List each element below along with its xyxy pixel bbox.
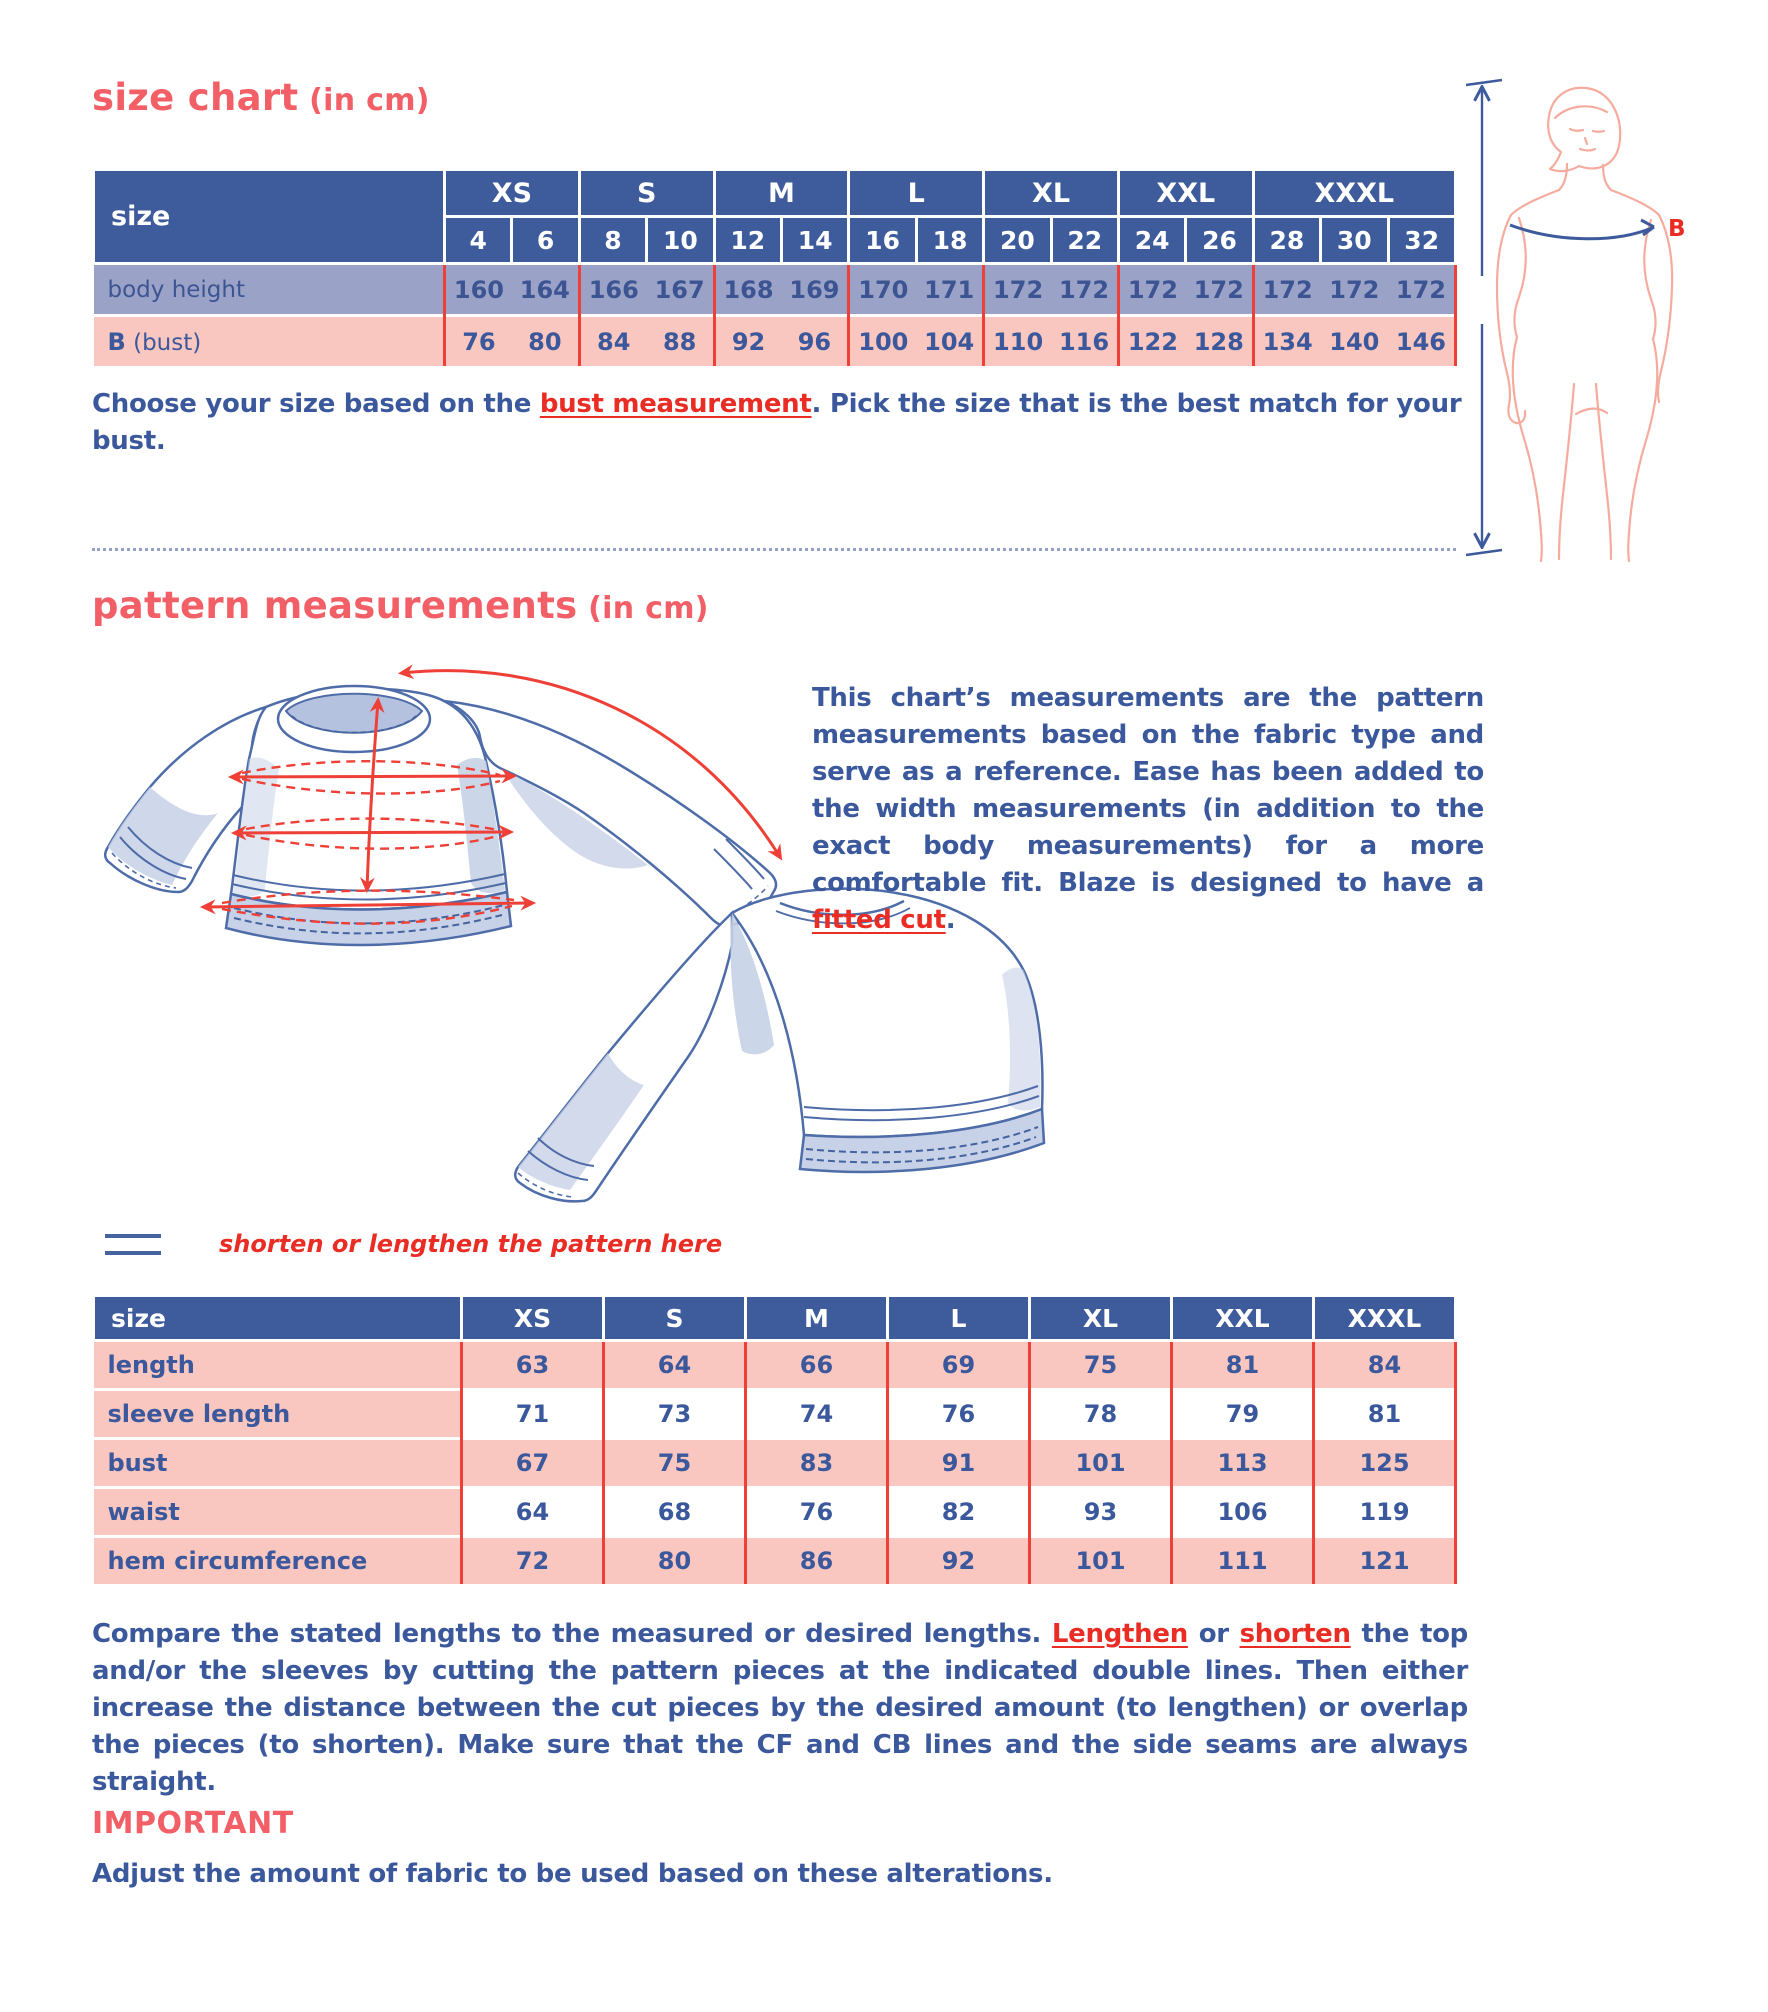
measurement-cell: 64	[604, 1341, 746, 1390]
measurement-cell: 72	[462, 1537, 604, 1585]
size-chart-cell: 169	[781, 264, 848, 316]
pattern-measurements-paragraph	[812, 680, 1484, 939]
size-group-header: XXL	[1118, 170, 1253, 217]
measurement-cell: 106	[1172, 1488, 1314, 1537]
measurement-cell: 92	[888, 1537, 1030, 1585]
pattern-table-row	[94, 1439, 1456, 1488]
pattern-measurements-table	[92, 1294, 1457, 1584]
body-height-arrow	[1466, 80, 1502, 555]
row-label: B (bust)	[94, 316, 445, 367]
measurement-cell: 66	[746, 1341, 888, 1390]
pattern-measurements-heading	[92, 584, 709, 627]
bust-measure-line	[1510, 220, 1654, 239]
size-chart-heading	[92, 76, 430, 119]
size-chart-cell: 172	[1388, 264, 1455, 316]
size-note-text-before: Choose your size based on the	[92, 389, 540, 419]
size-chart-cell: 172	[984, 264, 1051, 316]
bust-measurement-link[interactable]: bust measurement	[539, 389, 812, 419]
measurement-cell: 64	[462, 1488, 604, 1537]
size-group-header: XS	[445, 170, 580, 217]
size-number-header: 14	[781, 217, 848, 264]
size-chart-cell: 168	[714, 264, 781, 316]
lengthen-link[interactable]: Lengthen	[1051, 1619, 1188, 1649]
pattern-heading-text: pattern measurements	[92, 584, 578, 627]
size-chart-cell: 134	[1253, 316, 1320, 367]
bust-arrow	[232, 776, 513, 777]
size-chart-cell: 160	[445, 264, 512, 316]
pattern-table-corner-label: size	[94, 1296, 462, 1341]
size-number-header: 32	[1388, 217, 1455, 264]
measurement-cell: 86	[746, 1537, 888, 1585]
measurement-cell: 79	[1172, 1390, 1314, 1439]
size-group-header: XL	[984, 170, 1119, 217]
measurement-cell: 101	[1030, 1537, 1172, 1585]
size-chart-cell: 172	[1186, 264, 1253, 316]
measurement-cell: 71	[462, 1390, 604, 1439]
row-label: body height	[94, 264, 445, 316]
size-number-header: 8	[579, 217, 646, 264]
alteration-paragraph	[92, 1616, 1468, 1801]
measurement-cell: 69	[888, 1341, 1030, 1390]
size-group-header-row	[94, 170, 1456, 217]
size-number-header: 6	[512, 217, 579, 264]
pattern-size-header: XXXL	[1314, 1296, 1456, 1341]
size-chart-cell: 128	[1186, 316, 1253, 367]
size-chart-cell: 92	[714, 316, 781, 367]
measurement-cell: 125	[1314, 1439, 1456, 1488]
measurement-cell: 68	[604, 1488, 746, 1537]
measurement-cell: 84	[1314, 1341, 1456, 1390]
size-chart-cell: 84	[579, 316, 646, 367]
size-number-header: 24	[1118, 217, 1185, 264]
size-chart-cell: 122	[1118, 316, 1185, 367]
size-number-header: 18	[916, 217, 983, 264]
size-chart-cell: 140	[1321, 316, 1388, 367]
size-note-text-after: . Pick the size that is the best match for your bust.	[92, 389, 1462, 456]
measurement-cell: 119	[1314, 1488, 1456, 1537]
measurement-cell: 83	[746, 1439, 888, 1488]
garment-front-view	[105, 671, 780, 945]
alteration-text-2: or	[1187, 1619, 1240, 1649]
size-chart-cell: 171	[916, 264, 983, 316]
measurement-cell: 76	[888, 1390, 1030, 1439]
size-chart-cell: 172	[1051, 264, 1118, 316]
pattern-table-row	[94, 1537, 1456, 1585]
measurement-cell: 101	[1030, 1439, 1172, 1488]
pattern-table-row	[94, 1488, 1456, 1537]
measurement-cell: 75	[604, 1439, 746, 1488]
waist-arrow	[235, 832, 510, 833]
measurement-cell: 111	[1172, 1537, 1314, 1585]
size-group-header: M	[714, 170, 849, 217]
measurement-cell: 80	[604, 1537, 746, 1585]
size-number-header: 10	[647, 217, 714, 264]
shorten-link[interactable]: shorten	[1239, 1619, 1351, 1649]
size-note	[92, 386, 1472, 460]
measurement-cell: 74	[746, 1390, 888, 1439]
measurement-cell: 75	[1030, 1341, 1172, 1390]
size-number-header: 22	[1051, 217, 1118, 264]
measurement-cell: 73	[604, 1390, 746, 1439]
alteration-text-3: the top and/or the sleeves by cutting the pattern pieces at the indicated double lines. Then either increase the distance between the cut pieces by the desired amount (to lengthen) or overlap the pieces (to shorten). Make sure that the CF and CB lines and the side seams are always straight.	[92, 1619, 1468, 1797]
size-chart-cell: 76	[445, 316, 512, 367]
size-number-header: 16	[849, 217, 916, 264]
size-chart-heading-unit: (in cm)	[298, 83, 430, 118]
size-chart-cell: 116	[1051, 316, 1118, 367]
size-chart-row	[94, 264, 1456, 316]
size-chart-cell: 164	[512, 264, 579, 316]
size-number-header: 26	[1186, 217, 1253, 264]
size-chart-cell: 80	[512, 316, 579, 367]
size-chart-cell: 170	[849, 264, 916, 316]
pattern-size-header: XL	[1030, 1296, 1172, 1341]
size-chart-row	[94, 316, 1456, 367]
section-divider	[92, 548, 1456, 551]
measurement-cell: 113	[1172, 1439, 1314, 1488]
size-number-header: 20	[984, 217, 1051, 264]
measurement-cell: 93	[1030, 1488, 1172, 1537]
measurement-cell: 76	[746, 1488, 888, 1537]
pattern-table-header-row	[94, 1296, 1456, 1341]
pattern-heading-unit: (in cm)	[577, 591, 709, 626]
pattern-paragraph-text-end: .	[945, 905, 956, 935]
size-number-header: 28	[1253, 217, 1320, 264]
pattern-paragraph-text: This chart’s measurements are the pattern measurements based on the fabric type and serve as a reference. Ease has been added to the width measurements (in addition to the exact body measurements) for a more comfortable fit. Blaze is designed to have a	[812, 683, 1484, 898]
pattern-table-row	[94, 1390, 1456, 1439]
size-chart-cell: 166	[579, 264, 646, 316]
pattern-size-header: S	[604, 1296, 746, 1341]
size-chart-cell: 172	[1321, 264, 1388, 316]
size-chart-cell: 100	[849, 316, 916, 367]
size-group-header: XXXL	[1253, 170, 1455, 217]
measurement-label: hem circumference	[94, 1537, 462, 1585]
measurement-cell: 121	[1314, 1537, 1456, 1585]
pattern-size-header: XS	[462, 1296, 604, 1341]
legend-text: shorten or lengthen the pattern here	[219, 1230, 723, 1258]
measurement-cell: 67	[462, 1439, 604, 1488]
size-number-header: 12	[714, 217, 781, 264]
measurement-cell: 81	[1314, 1390, 1456, 1439]
measurement-cell: 82	[888, 1488, 1030, 1537]
woman-figure	[1497, 88, 1672, 561]
size-chart-heading-text: size chart	[92, 76, 299, 119]
bust-label: B	[1668, 216, 1686, 242]
size-chart-cell: 110	[984, 316, 1051, 367]
measurement-cell: 81	[1172, 1341, 1314, 1390]
size-chart-cell: 167	[647, 264, 714, 316]
measurement-label: waist	[94, 1488, 462, 1537]
body-figure-illustration	[1458, 76, 1758, 566]
pattern-size-header: M	[746, 1296, 888, 1341]
fitted-cut-link[interactable]: fitted cut	[812, 905, 946, 935]
size-number-header: 4	[445, 217, 512, 264]
size-chart-cell: 96	[781, 316, 848, 367]
size-chart-cell: 172	[1118, 264, 1185, 316]
pattern-size-header: XXL	[1172, 1296, 1314, 1341]
measurement-cell: 78	[1030, 1390, 1172, 1439]
size-chart-cell: 146	[1388, 316, 1455, 367]
measurement-label: length	[94, 1341, 462, 1390]
size-chart-cell: 88	[647, 316, 714, 367]
measurement-cell: 63	[462, 1341, 604, 1390]
important-text: Adjust the amount of fabric to be used based on these alterations.	[92, 1859, 1053, 1889]
pattern-table-row	[94, 1341, 1456, 1390]
size-number-header: 30	[1321, 217, 1388, 264]
size-chart-corner-label: size	[94, 170, 445, 264]
measurement-label: bust	[94, 1439, 462, 1488]
measurement-label: sleeve length	[94, 1390, 462, 1439]
size-group-header: L	[849, 170, 984, 217]
double-line-icon	[105, 1234, 161, 1255]
lengthen-legend	[105, 1230, 722, 1258]
alteration-text-1: Compare the stated lengths to the measured or desired lengths.	[92, 1619, 1052, 1649]
size-chart-cell: 172	[1253, 264, 1320, 316]
measurement-cell: 91	[888, 1439, 1030, 1488]
size-chart-cell: 104	[916, 316, 983, 367]
size-chart-table	[92, 168, 1457, 366]
pattern-size-header: L	[888, 1296, 1030, 1341]
important-heading: IMPORTANT	[92, 1806, 294, 1841]
size-group-header: S	[579, 170, 714, 217]
